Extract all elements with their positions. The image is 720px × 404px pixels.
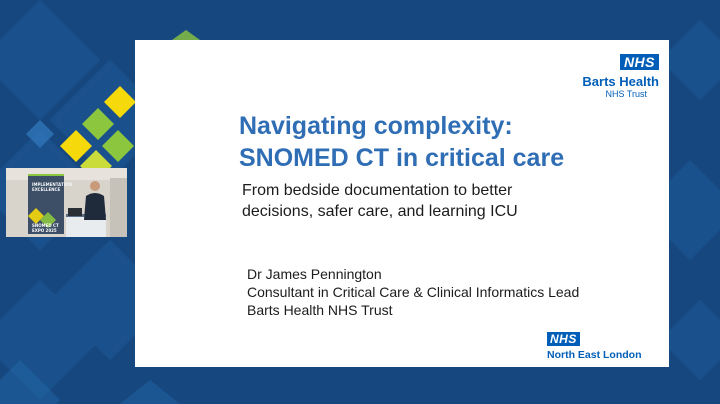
title-line-2: SNOMED CT in critical care — [239, 144, 565, 172]
speaker-body — [84, 193, 106, 220]
presenter-role: Consultant in Critical Care & Clinical Informatics Lead — [247, 284, 580, 300]
logo-trust-label: NHS Trust — [605, 89, 647, 99]
barts-health-logo — [547, 54, 659, 99]
subtitle-line-1: From bedside documentation to better — [242, 182, 513, 199]
speaker-video-frame — [6, 168, 127, 237]
speaker-video-inset — [6, 168, 127, 237]
speaker-head — [90, 181, 100, 191]
subtitle-line-2: decisions, safer care, and learning ICU — [242, 203, 518, 220]
banner-top-text: IMPLEMENTATION EXCELLENCE — [32, 182, 72, 192]
logo-organisation-name: Barts Health — [582, 74, 659, 89]
slide-subtitle — [242, 180, 652, 222]
slide-title — [239, 110, 659, 174]
banner-bottom-text-2: EXPO 2025 — [32, 228, 57, 233]
banner-bottom-text-1: SNOMED CT — [32, 223, 59, 228]
presentation-slide — [135, 40, 669, 367]
presenter-organisation: Barts Health NHS Trust — [247, 302, 393, 318]
title-line-1: Navigating complexity: — [239, 112, 513, 140]
north-east-london-logo — [547, 330, 657, 362]
presenter-details — [247, 265, 647, 319]
nhs-region-logo-mark: NHS — [547, 332, 580, 346]
presenter-name: Dr James Pennington — [247, 266, 382, 282]
region-name: North East London — [547, 349, 642, 361]
nhs-logo-mark: NHS — [620, 54, 659, 70]
